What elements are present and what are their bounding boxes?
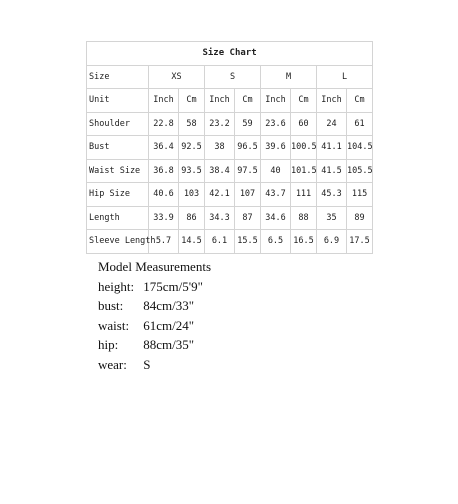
unit-cell: Cm bbox=[347, 89, 373, 113]
value-cell: 88 bbox=[291, 206, 317, 230]
size-header-s: S bbox=[205, 65, 261, 89]
unit-cell: Cm bbox=[179, 89, 205, 113]
value-cell: 39.6 bbox=[261, 136, 291, 160]
value-cell: 5.7 bbox=[149, 230, 179, 254]
value-cell: 40 bbox=[261, 159, 291, 183]
row-label: Shoulder bbox=[87, 112, 149, 136]
measurement-value: 61cm/24" bbox=[143, 317, 195, 333]
row-label: Hip Size bbox=[87, 183, 149, 207]
value-cell: 15.5 bbox=[235, 230, 261, 254]
unit-cell: Inch bbox=[149, 89, 179, 113]
measurement-row-sleeve bbox=[87, 230, 373, 254]
value-cell: 35 bbox=[317, 206, 347, 230]
value-cell: 87 bbox=[235, 206, 261, 230]
value-cell: 6.5 bbox=[261, 230, 291, 254]
size-chart-table bbox=[86, 41, 373, 254]
size-row-label: Size bbox=[87, 65, 149, 89]
value-cell: 36.4 bbox=[149, 136, 179, 160]
measurement-value: 175cm/5'9" bbox=[143, 278, 203, 294]
unit-cell: Cm bbox=[235, 89, 261, 113]
value-cell: 93.5 bbox=[179, 159, 205, 183]
model-measurements bbox=[98, 257, 211, 374]
size-header-m: M bbox=[261, 65, 317, 89]
size-header-l: L bbox=[317, 65, 373, 89]
value-cell: 23.6 bbox=[261, 112, 291, 136]
value-cell: 107 bbox=[235, 183, 261, 207]
value-cell: 60 bbox=[291, 112, 317, 136]
unit-cell: Inch bbox=[317, 89, 347, 113]
value-cell: 89 bbox=[347, 206, 373, 230]
unit-cell: Inch bbox=[205, 89, 235, 113]
unit-cell: Inch bbox=[261, 89, 291, 113]
value-cell: 61 bbox=[347, 112, 373, 136]
size-header-xs: XS bbox=[149, 65, 205, 89]
value-cell: 42.1 bbox=[205, 183, 235, 207]
measurement-value: 88cm/35" bbox=[143, 337, 195, 352]
row-label: Length bbox=[87, 206, 149, 230]
value-cell: 105.5 bbox=[347, 159, 373, 183]
unit-row-label: Unit bbox=[87, 89, 149, 113]
value-cell: 17.5 bbox=[347, 230, 373, 254]
value-cell: 6.9 bbox=[317, 230, 347, 254]
model-bust-row bbox=[98, 296, 211, 316]
measurement-label: wear: bbox=[98, 356, 127, 372]
row-label: Bust bbox=[87, 136, 149, 160]
value-cell: 41.5 bbox=[317, 159, 347, 183]
value-cell: 86 bbox=[179, 206, 205, 230]
value-cell: 23.2 bbox=[205, 112, 235, 136]
value-cell: 45.3 bbox=[317, 183, 347, 207]
measurement-row-waist bbox=[87, 159, 373, 183]
measurement-row-bust bbox=[87, 136, 373, 160]
value-cell: 14.5 bbox=[179, 230, 205, 254]
measurement-label: height: bbox=[98, 278, 135, 294]
row-label: Sleeve Length bbox=[87, 230, 149, 254]
row-label: Waist Size bbox=[87, 159, 149, 183]
value-cell: 92.5 bbox=[179, 136, 205, 160]
model-hip-row bbox=[98, 335, 211, 355]
measurement-value: S bbox=[143, 356, 151, 372]
value-cell: 41.1 bbox=[317, 136, 347, 160]
value-cell: 38.4 bbox=[205, 159, 235, 183]
model-measurements-title: Model Measurements bbox=[98, 259, 212, 274]
unit-row bbox=[87, 89, 373, 113]
model-waist-row bbox=[98, 316, 211, 336]
measurement-label: bust: bbox=[98, 298, 124, 313]
value-cell: 100.5 bbox=[291, 136, 317, 160]
value-cell: 58 bbox=[179, 112, 205, 136]
value-cell: 36.8 bbox=[149, 159, 179, 183]
unit-cell: Cm bbox=[291, 89, 317, 113]
value-cell: 59 bbox=[235, 112, 261, 136]
value-cell: 24 bbox=[317, 112, 347, 136]
value-cell: 16.5 bbox=[291, 230, 317, 254]
measurement-label: hip: bbox=[98, 337, 119, 352]
value-cell: 22.8 bbox=[149, 112, 179, 136]
value-cell: 115 bbox=[347, 183, 373, 207]
value-cell: 111 bbox=[291, 183, 317, 207]
title-row bbox=[87, 42, 373, 66]
model-height-row bbox=[98, 277, 211, 297]
value-cell: 97.5 bbox=[235, 159, 261, 183]
value-cell: 34.3 bbox=[205, 206, 235, 230]
measurement-row-hip bbox=[87, 183, 373, 207]
value-cell: 34.6 bbox=[261, 206, 291, 230]
value-cell: 103 bbox=[179, 183, 205, 207]
measurement-row-shoulder bbox=[87, 112, 373, 136]
size-row bbox=[87, 65, 373, 89]
value-cell: 33.9 bbox=[149, 206, 179, 230]
measurement-value: 84cm/33" bbox=[143, 298, 195, 313]
size-chart-title: Size Chart bbox=[87, 42, 373, 66]
measurement-row-length bbox=[87, 206, 373, 230]
value-cell: 104.5 bbox=[347, 136, 373, 160]
value-cell: 6.1 bbox=[205, 230, 235, 254]
value-cell: 101.5 bbox=[291, 159, 317, 183]
value-cell: 96.5 bbox=[235, 136, 261, 160]
value-cell: 38 bbox=[205, 136, 235, 160]
model-wear-row bbox=[98, 355, 211, 375]
measurement-label: waist: bbox=[98, 317, 130, 333]
value-cell: 43.7 bbox=[261, 183, 291, 207]
value-cell: 40.6 bbox=[149, 183, 179, 207]
